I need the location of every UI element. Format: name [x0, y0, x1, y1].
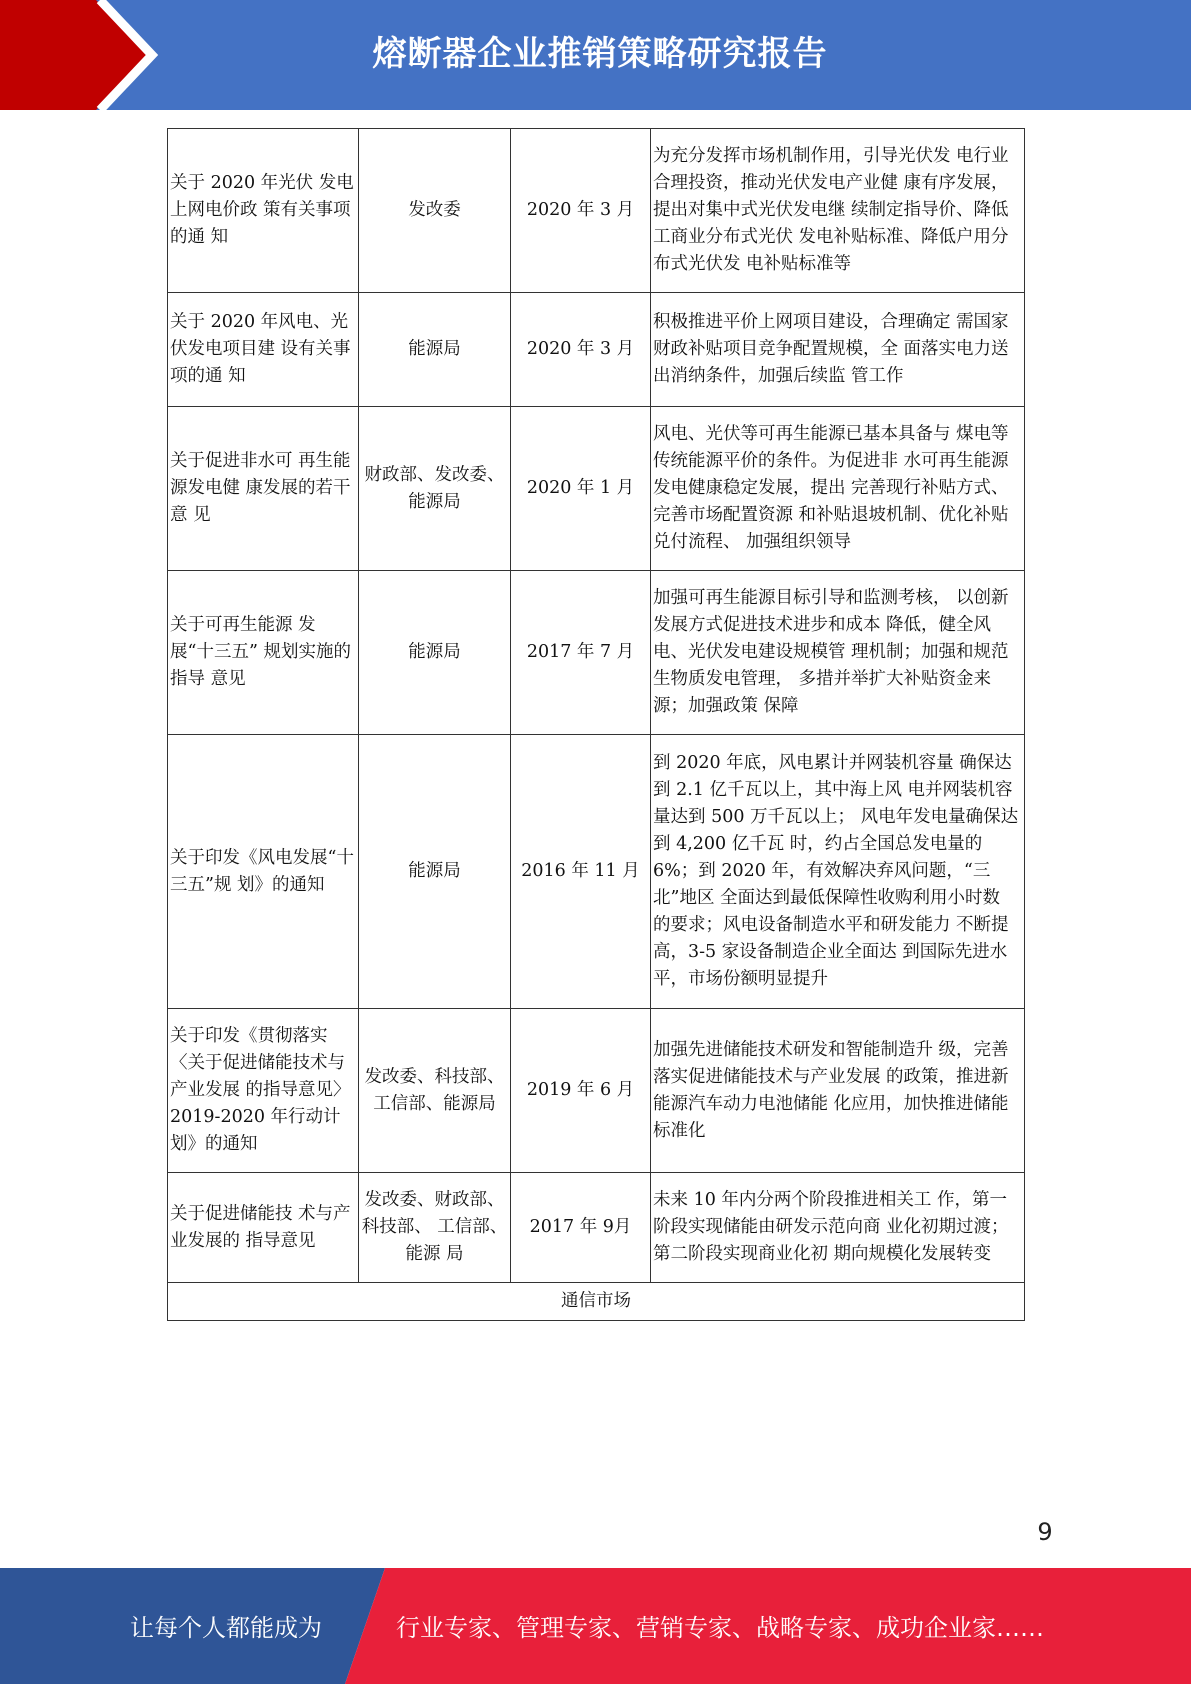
- policy-content: 为充分发挥市场机制作用，引导光伏发 电行业合理投资，推动光伏发电产业健 康有序发展，提出对集中式光伏发电继 续制定指导价、降低工商业分布式光伏 发电补贴标准、降低户用分布式光伏发 电补贴标准等: [651, 129, 1025, 293]
- table-row: [168, 735, 1025, 1009]
- section-row: [168, 1283, 1025, 1321]
- table-row: [168, 571, 1025, 735]
- issue-date: 2020 年 3 月: [511, 129, 651, 293]
- footer-slogan-lead: 让每个人都能成为: [130, 1614, 322, 1642]
- policy-table: [167, 128, 1025, 1321]
- page-number: 9: [1037, 1518, 1053, 1546]
- issuing-agency: 财政部、发改委、能源局: [359, 407, 511, 571]
- page-header: [0, 0, 1191, 110]
- policy-name: 关于印发《贯彻落实〈关于促进储能技术与产业发展 的指导意见〉2019-2020 年行动计划》的通知: [168, 1009, 359, 1173]
- issue-date: 2017 年 7 月: [511, 571, 651, 735]
- policy-name: 关于 2020 年风电、光伏发电项目建 设有关事项的通 知: [168, 293, 359, 407]
- footer-slogan-roles: 行业专家、管理专家、营销专家、战略专家、成功企业家……: [396, 1614, 1044, 1642]
- policy-name: 关于促进储能技 术与产业发展的 指导意见: [168, 1173, 359, 1283]
- issue-date: 2019 年 6 月: [511, 1009, 651, 1173]
- policy-content: 加强可再生能源目标引导和监测考核， 以创新发展方式促进技术进步和成本 降低，健全风电、光伏发电建设规模管 理机制；加强和规范生物质发电管理， 多措并举扩大补贴资金来源；加强政策 保障: [651, 571, 1025, 735]
- table-row: [168, 293, 1025, 407]
- issuing-agency: 能源局: [359, 571, 511, 735]
- issue-date: 2020 年 1 月: [511, 407, 651, 571]
- policy-name: 关于促进非水可 再生能源发电健 康发展的若干意 见: [168, 407, 359, 571]
- policy-content: 加强先进储能技术研发和智能制造升 级，完善落实促进储能技术与产业发展 的政策，推进新能源汽车动力电池储能 化应用，加快推进储能标准化: [651, 1009, 1025, 1173]
- issuing-agency: 能源局: [359, 735, 511, 1009]
- issuing-agency: 发改委: [359, 129, 511, 293]
- issuing-agency: 发改委、科技部、工信部、能源局: [359, 1009, 511, 1173]
- table-row: [168, 1173, 1025, 1283]
- section-heading: 通信市场: [168, 1283, 1025, 1321]
- table-row: [168, 129, 1025, 293]
- policy-content: 到 2020 年底，风电累计并网装机容量 确保达到 2.1 亿千瓦以上，其中海上风 电并网装机容量达到 500 万千瓦以上； 风电年发电量确保达到 4,200 亿千瓦 时，约占全国总发电量的 6%；到 2020 年，有效解决弃风问题，“三北”地区 全面达到最低保障性收购利用小时数 的要求；风电设备制造水平和研发能力 不断提高，3-5 家设备制造企业全面达 到国际先进水平，市场份额明显提升: [651, 735, 1025, 1009]
- page-footer: [0, 1568, 1191, 1684]
- policy-content: 积极推进平价上网项目建设，合理确定 需国家财政补贴项目竞争配置规模，全 面落实电力送出消纳条件，加强后续监 管工作: [651, 293, 1025, 407]
- table-row: [168, 407, 1025, 571]
- policy-name: 关于印发《风电发展“十三五”规 划》的通知: [168, 735, 359, 1009]
- report-title: 熔断器企业推销策略研究报告: [372, 34, 828, 74]
- policy-content: 风电、光伏等可再生能源已基本具备与 煤电等传统能源平价的条件。为促进非 水可再生能源发电健康稳定发展，提出 完善现行补贴方式、完善市场配置资源 和补贴退坡机制、优化补贴兑付流程、 加强组织领导: [651, 407, 1025, 571]
- issuing-agency: 能源局: [359, 293, 511, 407]
- issue-date: 2020 年 3 月: [511, 293, 651, 407]
- table-row: [168, 1009, 1025, 1173]
- policy-name: 关于可再生能源 发展“十三五” 规划实施的指导 意见: [168, 571, 359, 735]
- policy-content: 未来 10 年内分两个阶段推进相关工 作，第一阶段实现储能由研发示范向商 业化初期过渡；第二阶段实现商业化初 期向规模化发展转变: [651, 1173, 1025, 1283]
- policy-name: 关于 2020 年光伏 发电上网电价政 策有关事项的通 知: [168, 129, 359, 293]
- issue-date: 2016 年 11 月: [511, 735, 651, 1009]
- issuing-agency: 发改委、财政部、科技部、 工信部、能源 局: [359, 1173, 511, 1283]
- issue-date: 2017 年 9月: [511, 1173, 651, 1283]
